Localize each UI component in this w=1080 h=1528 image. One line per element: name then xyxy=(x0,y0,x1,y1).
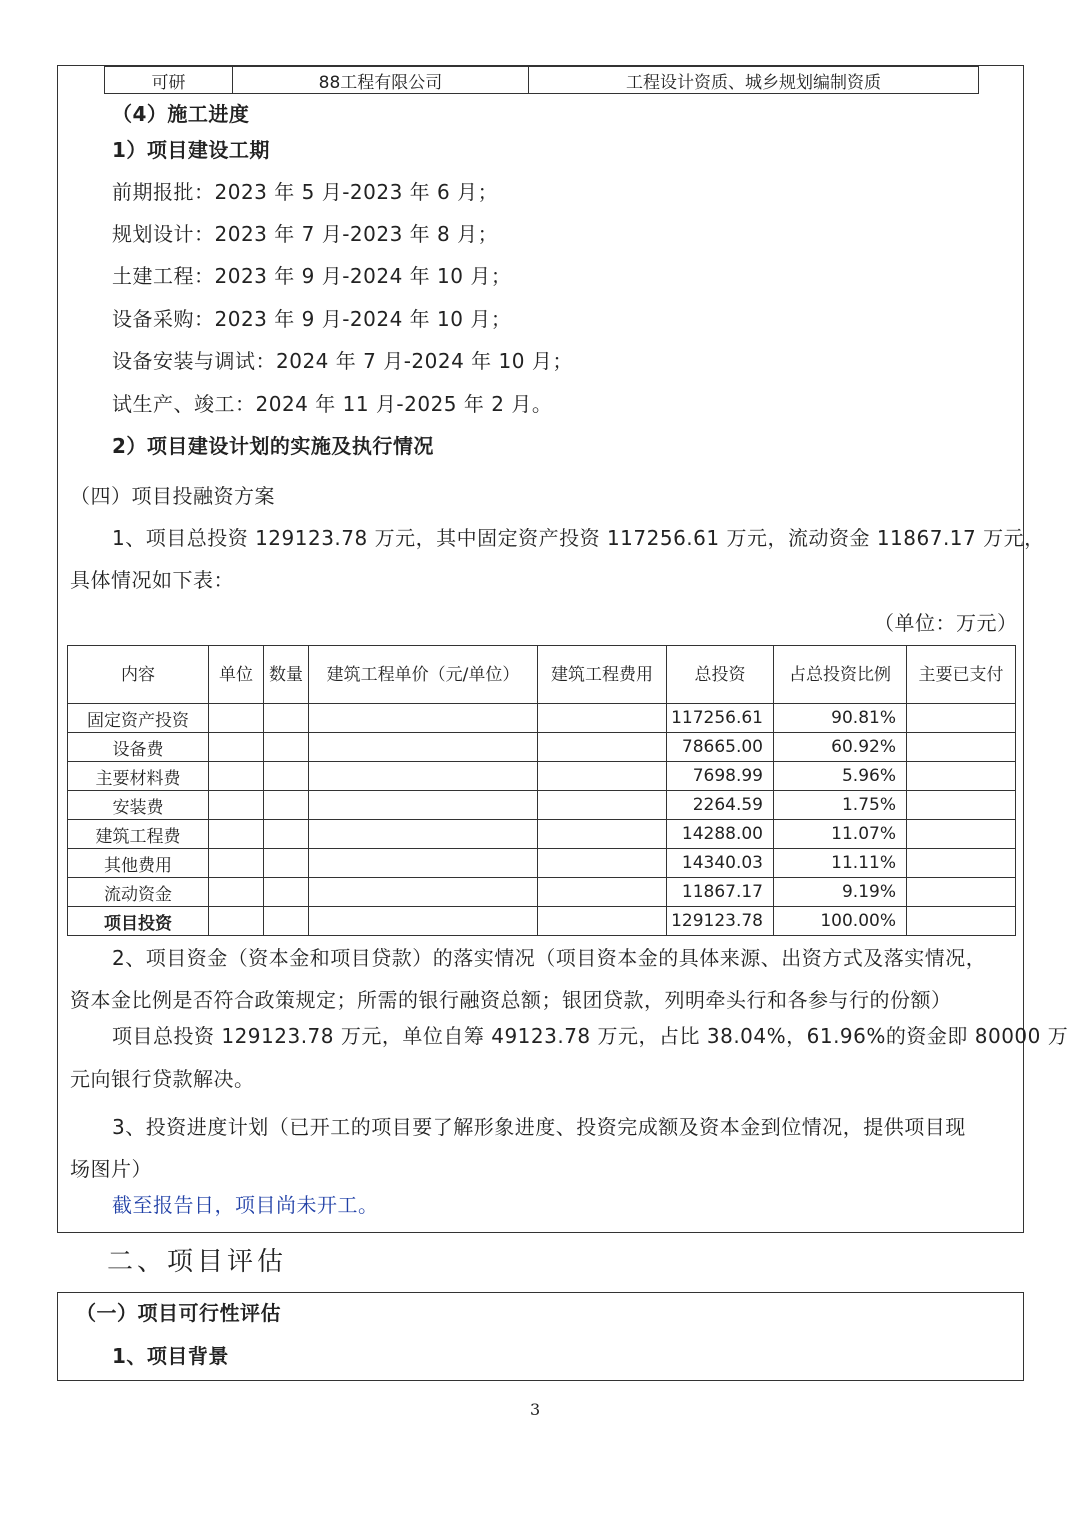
row-total: 78665.00 xyxy=(667,733,774,762)
row-name: 主要材料费 xyxy=(68,762,209,791)
row-ratio: 5.96% xyxy=(774,762,907,791)
cell-stage: 可研 xyxy=(105,67,233,94)
row-name: 项目投资 xyxy=(68,907,209,936)
header-content: 内容 xyxy=(68,646,209,704)
paragraph-total-investment: 1、项目总投资 129123.78 万元，其中固定资产投资 117256.61 万元，流动资金 11867.17 万元， xyxy=(112,526,1045,550)
row-total: 11867.17 xyxy=(667,878,774,907)
schedule-item: 试生产、竣工：2024 年 11 月-2025 年 2 月。 xyxy=(112,392,553,416)
row-total: 129123.78 xyxy=(667,907,774,936)
row-total: 14340.03 xyxy=(667,849,774,878)
row-ratio: 100.00% xyxy=(774,907,907,936)
paragraph-capital: 2、项目资金（资本金和项目贷款）的落实情况（项目资本金的具体来源、出资方式及落实情况， xyxy=(112,946,987,970)
schedule-item: 设备采购：2023 年 9 月-2024 年 10 月； xyxy=(112,307,512,331)
table-header-row xyxy=(68,646,1016,704)
schedule-item: 前期报批：2023 年 5 月-2023 年 6 月； xyxy=(112,180,499,204)
row-name: 安装费 xyxy=(68,791,209,820)
table-row xyxy=(68,820,1016,849)
row-name: 其他费用 xyxy=(68,849,209,878)
header-construction-cost: 建筑工程费用 xyxy=(538,646,667,704)
paragraph-total-investment-cont: 具体情况如下表： xyxy=(70,568,234,592)
table-row xyxy=(68,849,1016,878)
cell-qualification: 工程设计资质、城乡规划编制资质 xyxy=(529,67,979,94)
header-quantity: 数量 xyxy=(264,646,309,704)
table-row xyxy=(68,762,1016,791)
unit-label: （单位：万元） xyxy=(874,611,1018,635)
paragraph-progress-plan: 3、投资进度计划（已开工的项目要了解形象进度、投资完成额及资本金到位情况，提供项目现 xyxy=(112,1115,966,1139)
schedule-item: 设备安装与调试：2024 年 7 月-2024 年 10 月； xyxy=(112,349,573,373)
row-ratio: 9.19% xyxy=(774,878,907,907)
header-unit: 单位 xyxy=(209,646,264,704)
table-row xyxy=(68,733,1016,762)
section-heading-evaluation: 二、项目评估 xyxy=(107,1247,288,1277)
table-row xyxy=(68,791,1016,820)
row-ratio: 60.92% xyxy=(774,733,907,762)
page-number: 3 xyxy=(530,1400,541,1419)
header-paid: 主要已支付 xyxy=(907,646,1016,704)
subsection-feasibility: （一）项目可行性评估 xyxy=(76,1301,281,1325)
row-name: 固定资产投资 xyxy=(68,704,209,733)
section-title-financing: （四）项目投融资方案 xyxy=(70,484,275,508)
table-row xyxy=(105,67,979,94)
cell-company: 88工程有限公司 xyxy=(233,67,529,94)
row-ratio: 90.81% xyxy=(774,704,907,733)
row-total: 7698.99 xyxy=(667,762,774,791)
section-title-progress: （4）施工进度 xyxy=(112,102,250,126)
paragraph-funding: 项目总投资 129123.78 万元，单位自筹 49123.78 万元，占比 38.04%，61.96%的资金即 80000 万 xyxy=(112,1024,1069,1048)
investment-table xyxy=(67,645,1016,936)
subsection-schedule: 1）项目建设工期 xyxy=(112,138,270,162)
paragraph-capital-cont: 资本金比例是否符合政策规定；所需的银行融资总额；银团贷款，列明牵头行和各参与行的份额） xyxy=(70,988,952,1012)
designer-table xyxy=(104,66,979,94)
header-ratio: 占总投资比例 xyxy=(774,646,907,704)
paragraph-funding-cont: 元向银行贷款解决。 xyxy=(70,1067,255,1091)
schedule-item: 规划设计：2023 年 7 月-2023 年 8 月； xyxy=(112,222,499,246)
paragraph-progress-plan-cont: 场图片） xyxy=(70,1157,152,1181)
subsection-background: 1、项目背景 xyxy=(112,1344,229,1368)
row-name: 设备费 xyxy=(68,733,209,762)
table-row xyxy=(68,704,1016,733)
subsection-execution: 2）项目建设计划的实施及执行情况 xyxy=(112,434,434,458)
header-unit-price: 建筑工程单价（元/单位） xyxy=(309,646,538,704)
status-note: 截至报告日，项目尚未开工。 xyxy=(112,1193,379,1217)
row-name: 建筑工程费 xyxy=(68,820,209,849)
row-name: 流动资金 xyxy=(68,878,209,907)
table-row-total xyxy=(68,907,1016,936)
row-total: 117256.61 xyxy=(667,704,774,733)
header-total: 总投资 xyxy=(667,646,774,704)
schedule-item: 土建工程：2023 年 9 月-2024 年 10 月； xyxy=(112,264,512,288)
table-row xyxy=(68,878,1016,907)
row-ratio: 11.11% xyxy=(774,849,907,878)
row-total: 14288.00 xyxy=(667,820,774,849)
row-total: 2264.59 xyxy=(667,791,774,820)
row-ratio: 1.75% xyxy=(774,791,907,820)
row-ratio: 11.07% xyxy=(774,820,907,849)
